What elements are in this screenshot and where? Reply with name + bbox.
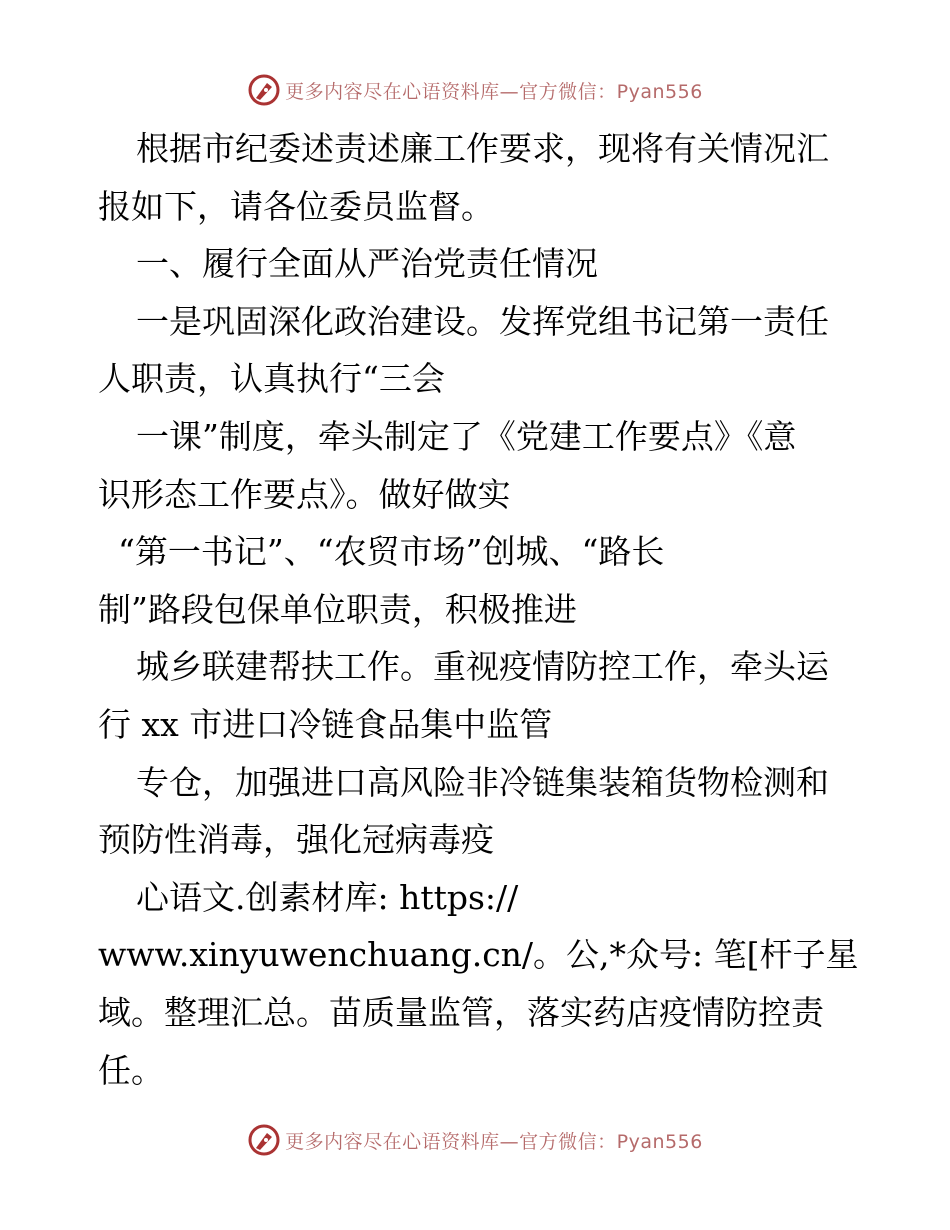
text-line: “第一书记”、“农贸市场”创城、“路长 <box>118 532 665 572</box>
text-line: 人职责，认真执行“三会 <box>98 359 445 399</box>
footer-banner <box>0 1120 950 1160</box>
banner-text: 更多内容尽在心语资料库—官方微信：Pyan556 <box>285 1130 703 1153</box>
text-line: 域。整理汇总。苗质量监管，落实药店疫情防控责 <box>98 992 824 1032</box>
document-body <box>98 120 858 1099</box>
text-line: 报如下，请各位委员监督。 <box>98 186 494 226</box>
text-line: 城乡联建帮扶工作。重视疫情防控工作，牵头运 <box>136 647 829 687</box>
text-line: 预防性消毒，强化冠病毒疫 <box>98 820 494 860</box>
text-line: 根据市纪委述责述廉工作要求，现将有关情况汇 <box>136 129 829 168</box>
text-line: 制”路段包保单位职责，积极推进 <box>98 589 577 629</box>
pen-nib-logo-icon <box>247 1123 281 1157</box>
text-line: 任。 <box>98 1050 164 1090</box>
text-line: 一课”制度，牵头制定了《党建工作要点》《意 <box>136 416 797 456</box>
header-banner <box>0 70 950 110</box>
text-line: 一是巩固深化政治建设。发挥党组书记第一责任 <box>136 301 829 341</box>
text-line: 识形态工作要点》。做好做实 <box>98 474 511 514</box>
section-heading: 一、履行全面从严治党责任情况 <box>136 244 598 284</box>
text-line: www.xinyuwenchuang.cn/。公,*众号: 笔[杆子星 <box>98 935 859 975</box>
text-line: 行 xx 市进口冷链食品集中监管 <box>98 704 553 744</box>
banner-text: 更多内容尽在心语资料库—官方微信：Pyan556 <box>285 80 703 103</box>
text-line: 专仓，加强进口高风险非冷链集装箱货物检测和 <box>136 762 829 802</box>
pen-nib-logo-icon <box>247 73 281 107</box>
text-line: 心语文.创素材库: https:// <box>136 877 519 917</box>
